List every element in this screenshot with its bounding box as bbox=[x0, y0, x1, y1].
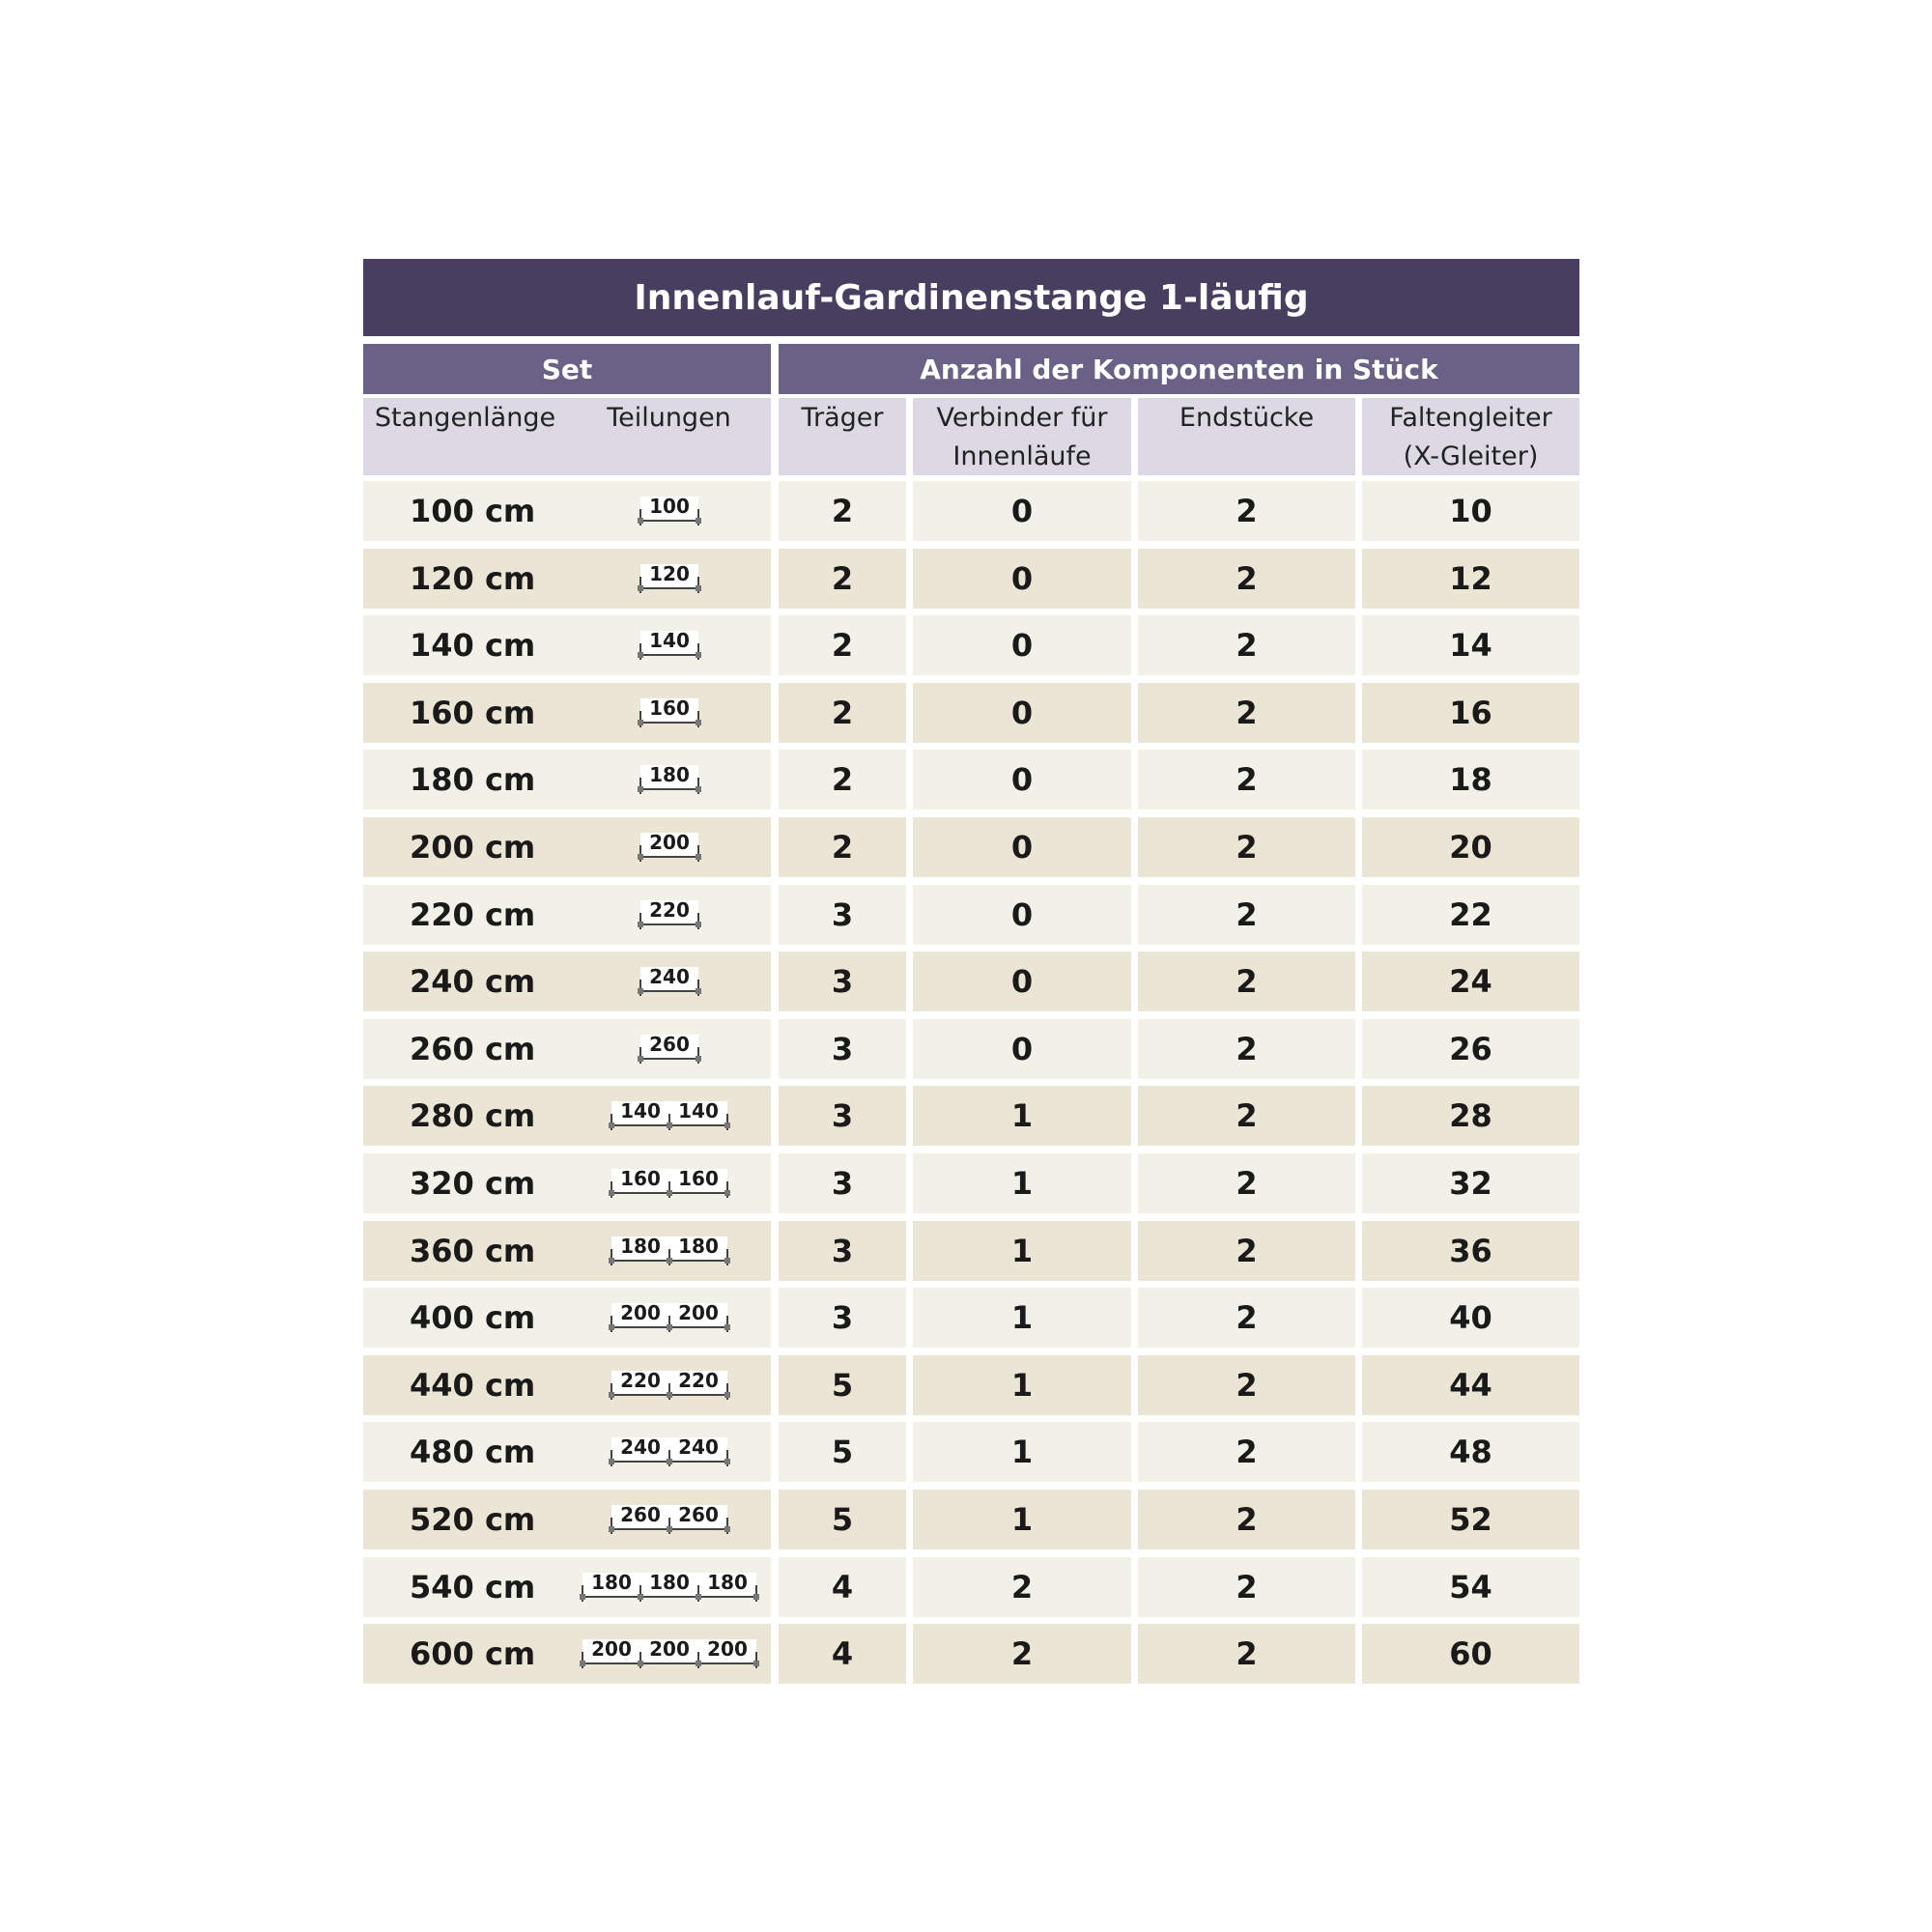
bracket-marker bbox=[667, 1190, 672, 1196]
cell-traeger: 5 bbox=[779, 1355, 906, 1415]
cell-gleiter: 12 bbox=[1362, 549, 1579, 609]
bracket-marker bbox=[667, 1526, 672, 1532]
cell-divisions bbox=[567, 1086, 771, 1146]
bracket-marker bbox=[724, 1324, 730, 1330]
cell-length: 200 cm bbox=[410, 829, 536, 866]
division-diagram-icon bbox=[637, 965, 702, 998]
cell-length: 220 cm bbox=[410, 895, 536, 933]
cell-divisions bbox=[567, 1221, 771, 1281]
division-length-label: 240 bbox=[677, 1435, 719, 1460]
cell-endstuecke: 2 bbox=[1138, 615, 1355, 675]
cell-endstuecke: 2 bbox=[1138, 817, 1355, 877]
cell-divisions bbox=[567, 1355, 771, 1415]
col-header-gleiter-line1: Faltengleiter bbox=[1389, 403, 1552, 433]
cell-gleiter: 54 bbox=[1362, 1557, 1579, 1617]
cell-divisions bbox=[567, 1422, 771, 1482]
col-header-gleiter bbox=[1362, 398, 1579, 475]
cell-divisions bbox=[567, 1624, 771, 1684]
division-length-label: 240 bbox=[648, 965, 690, 989]
cell-gleiter: 16 bbox=[1362, 683, 1579, 743]
cell-traeger: 3 bbox=[779, 885, 906, 945]
division-diagram-icon bbox=[637, 629, 702, 662]
bracket-marker bbox=[638, 854, 643, 860]
division-length-label: 180 bbox=[706, 1570, 748, 1594]
division-length-label: 120 bbox=[648, 561, 690, 585]
cell-gleiter: 36 bbox=[1362, 1221, 1579, 1281]
cell-traeger: 2 bbox=[779, 817, 906, 877]
cell-length: 360 cm bbox=[410, 1232, 536, 1269]
cell-length: 400 cm bbox=[410, 1299, 536, 1337]
col-header-endstuecke-label: Endstücke bbox=[1179, 403, 1315, 433]
cell-divisions bbox=[567, 952, 771, 1011]
cell-verbinder: 1 bbox=[913, 1086, 1131, 1146]
col-header-verbinder-line1: Verbinder für bbox=[936, 403, 1108, 433]
col-header-gleiter-line2: (X-Gleiter) bbox=[1403, 441, 1539, 471]
cell-endstuecke: 2 bbox=[1138, 1288, 1355, 1348]
bracket-marker bbox=[638, 922, 643, 927]
cell-gleiter: 60 bbox=[1362, 1624, 1579, 1684]
cell-endstuecke: 2 bbox=[1138, 1557, 1355, 1617]
division-length-label: 260 bbox=[619, 1503, 661, 1526]
cell-divisions bbox=[567, 1288, 771, 1348]
cell-gleiter: 10 bbox=[1362, 481, 1579, 541]
division-diagram-icon bbox=[637, 898, 702, 931]
bracket-marker bbox=[609, 1258, 614, 1264]
cell-length: 520 cm bbox=[410, 1501, 536, 1538]
cell-length: 320 cm bbox=[410, 1165, 536, 1202]
cell-verbinder: 0 bbox=[913, 885, 1131, 945]
division-diagram-icon bbox=[608, 1369, 731, 1402]
division-length-label: 160 bbox=[619, 1167, 661, 1190]
subheader-set bbox=[363, 398, 771, 475]
group-header-set: Set bbox=[363, 344, 771, 394]
bracket-marker bbox=[638, 585, 643, 591]
cell-traeger: 3 bbox=[779, 1153, 906, 1213]
division-diagram-icon bbox=[637, 562, 702, 595]
bracket-marker bbox=[638, 1056, 643, 1062]
division-length-label: 200 bbox=[677, 1301, 719, 1325]
cell-verbinder: 1 bbox=[913, 1422, 1131, 1482]
cell-divisions bbox=[567, 481, 771, 541]
cell-traeger: 5 bbox=[779, 1422, 906, 1482]
bracket-marker bbox=[724, 1459, 730, 1464]
bracket-marker bbox=[638, 518, 643, 524]
bracket-marker bbox=[696, 585, 701, 591]
bracket-marker bbox=[696, 1594, 701, 1600]
cell-endstuecke: 2 bbox=[1138, 1422, 1355, 1482]
division-diagram-icon bbox=[637, 495, 702, 527]
cell-divisions bbox=[567, 1490, 771, 1549]
cell-gleiter: 40 bbox=[1362, 1288, 1579, 1348]
table-title: Innenlauf-Gardinenstange 1-läufig bbox=[363, 259, 1579, 336]
bracket-marker bbox=[724, 1122, 730, 1128]
cell-endstuecke: 2 bbox=[1138, 1153, 1355, 1213]
division-diagram-icon bbox=[608, 1235, 731, 1267]
division-diagram-icon bbox=[637, 696, 702, 729]
division-length-label: 260 bbox=[677, 1503, 719, 1526]
bracket-marker bbox=[667, 1122, 672, 1128]
cell-endstuecke: 2 bbox=[1138, 683, 1355, 743]
cell-gleiter: 28 bbox=[1362, 1086, 1579, 1146]
bracket-marker bbox=[667, 1324, 672, 1330]
cell-divisions bbox=[567, 683, 771, 743]
cell-endstuecke: 2 bbox=[1138, 549, 1355, 609]
division-length-label: 180 bbox=[590, 1570, 632, 1594]
bracket-marker bbox=[638, 1594, 643, 1600]
cell-verbinder: 1 bbox=[913, 1221, 1131, 1281]
col-header-verbinder-line2: Innenläufe bbox=[952, 441, 1092, 471]
bracket-marker bbox=[580, 1661, 585, 1666]
group-header-components: Anzahl der Komponenten in Stück bbox=[779, 344, 1579, 394]
cell-divisions bbox=[567, 1153, 771, 1213]
cell-verbinder: 1 bbox=[913, 1490, 1131, 1549]
cell-endstuecke: 2 bbox=[1138, 481, 1355, 541]
cell-gleiter: 44 bbox=[1362, 1355, 1579, 1415]
cell-endstuecke: 2 bbox=[1138, 1355, 1355, 1415]
cell-endstuecke: 2 bbox=[1138, 885, 1355, 945]
cell-gleiter: 22 bbox=[1362, 885, 1579, 945]
cell-verbinder: 0 bbox=[913, 1019, 1131, 1079]
bracket-marker bbox=[609, 1324, 614, 1330]
cell-traeger: 3 bbox=[779, 1288, 906, 1348]
cell-endstuecke: 2 bbox=[1138, 952, 1355, 1011]
cell-gleiter: 26 bbox=[1362, 1019, 1579, 1079]
bracket-marker bbox=[638, 652, 643, 658]
cell-gleiter: 18 bbox=[1362, 750, 1579, 810]
division-length-label: 240 bbox=[619, 1435, 661, 1460]
division-diagram-icon bbox=[608, 1503, 731, 1536]
bracket-marker bbox=[724, 1392, 730, 1398]
col-header-divisions: Teilungen bbox=[607, 403, 731, 433]
bracket-marker bbox=[696, 988, 701, 994]
bracket-marker bbox=[696, 518, 701, 524]
division-length-label: 140 bbox=[619, 1099, 661, 1123]
division-diagram-icon bbox=[637, 763, 702, 796]
cell-endstuecke: 2 bbox=[1138, 1490, 1355, 1549]
cell-length: 240 cm bbox=[410, 963, 536, 1001]
cell-verbinder: 1 bbox=[913, 1288, 1131, 1348]
cell-divisions bbox=[567, 885, 771, 945]
division-length-label: 200 bbox=[706, 1637, 748, 1662]
cell-endstuecke: 2 bbox=[1138, 1019, 1355, 1079]
cell-traeger: 2 bbox=[779, 683, 906, 743]
division-diagram-icon bbox=[579, 1571, 760, 1604]
cell-verbinder: 1 bbox=[913, 1355, 1131, 1415]
cell-divisions bbox=[567, 817, 771, 877]
bracket-marker bbox=[724, 1526, 730, 1532]
division-length-label: 220 bbox=[648, 897, 690, 922]
cell-length: 600 cm bbox=[410, 1635, 536, 1673]
cell-divisions bbox=[567, 750, 771, 810]
bracket-marker bbox=[667, 1459, 672, 1464]
division-length-label: 100 bbox=[648, 495, 690, 518]
cell-length: 140 cm bbox=[410, 627, 536, 665]
bracket-marker bbox=[638, 988, 643, 994]
cell-length: 260 cm bbox=[410, 1030, 536, 1067]
bracket-marker bbox=[609, 1122, 614, 1128]
cell-divisions bbox=[567, 615, 771, 675]
cell-verbinder: 2 bbox=[913, 1557, 1131, 1617]
bracket-marker bbox=[696, 786, 701, 792]
cell-verbinder: 0 bbox=[913, 683, 1131, 743]
division-length-label: 180 bbox=[677, 1234, 719, 1258]
cell-gleiter: 48 bbox=[1362, 1422, 1579, 1482]
division-length-label: 200 bbox=[619, 1301, 661, 1325]
cell-length: 100 cm bbox=[410, 493, 536, 529]
bracket-marker bbox=[667, 1258, 672, 1264]
bracket-marker bbox=[724, 1190, 730, 1196]
division-length-label: 260 bbox=[648, 1032, 690, 1056]
col-header-verbinder bbox=[913, 398, 1131, 475]
cell-traeger: 2 bbox=[779, 750, 906, 810]
col-header-length: Stangenlänge bbox=[374, 403, 556, 433]
cell-divisions bbox=[567, 1019, 771, 1079]
bracket-marker bbox=[580, 1594, 585, 1600]
cell-verbinder: 0 bbox=[913, 481, 1131, 541]
col-header-endstuecke bbox=[1138, 398, 1355, 475]
cell-verbinder: 0 bbox=[913, 615, 1131, 675]
cell-endstuecke: 2 bbox=[1138, 1086, 1355, 1146]
cell-divisions bbox=[567, 549, 771, 609]
cell-verbinder: 0 bbox=[913, 750, 1131, 810]
cell-traeger: 2 bbox=[779, 615, 906, 675]
cell-endstuecke: 2 bbox=[1138, 1221, 1355, 1281]
cell-traeger: 4 bbox=[779, 1624, 906, 1684]
division-length-label: 160 bbox=[648, 696, 690, 720]
bracket-marker bbox=[609, 1392, 614, 1398]
cell-endstuecke: 2 bbox=[1138, 1624, 1355, 1684]
bracket-marker bbox=[724, 1258, 730, 1264]
division-length-label: 140 bbox=[677, 1099, 719, 1123]
division-length-label: 200 bbox=[648, 1637, 690, 1662]
division-length-label: 200 bbox=[590, 1637, 632, 1662]
division-diagram-icon bbox=[579, 1637, 760, 1670]
bracket-marker bbox=[696, 854, 701, 860]
division-length-label: 180 bbox=[648, 1570, 690, 1594]
cell-length: 440 cm bbox=[410, 1366, 536, 1404]
division-diagram-icon bbox=[637, 1033, 702, 1065]
cell-traeger: 3 bbox=[779, 952, 906, 1011]
cell-traeger: 3 bbox=[779, 1221, 906, 1281]
cell-traeger: 5 bbox=[779, 1490, 906, 1549]
bracket-marker bbox=[609, 1459, 614, 1464]
bracket-marker bbox=[696, 652, 701, 658]
bracket-marker bbox=[753, 1661, 759, 1666]
cell-length: 480 cm bbox=[410, 1434, 536, 1471]
division-diagram-icon bbox=[608, 1301, 731, 1334]
bracket-marker bbox=[638, 720, 643, 725]
division-length-label: 200 bbox=[648, 831, 690, 854]
cell-gleiter: 52 bbox=[1362, 1490, 1579, 1549]
division-length-label: 180 bbox=[619, 1234, 661, 1258]
bracket-marker bbox=[696, 1661, 701, 1666]
cell-verbinder: 0 bbox=[913, 817, 1131, 877]
cell-gleiter: 32 bbox=[1362, 1153, 1579, 1213]
cell-verbinder: 0 bbox=[913, 952, 1131, 1011]
cell-length: 160 cm bbox=[410, 694, 536, 731]
division-length-label: 140 bbox=[648, 629, 690, 653]
cell-length: 180 cm bbox=[410, 761, 536, 799]
cell-traeger: 3 bbox=[779, 1086, 906, 1146]
division-length-label: 220 bbox=[677, 1368, 719, 1392]
cell-traeger: 3 bbox=[779, 1019, 906, 1079]
cell-divisions bbox=[567, 1557, 771, 1617]
col-header-traeger bbox=[779, 398, 906, 475]
bracket-marker bbox=[696, 720, 701, 725]
cell-verbinder: 2 bbox=[913, 1624, 1131, 1684]
cell-traeger: 2 bbox=[779, 481, 906, 541]
bracket-marker bbox=[638, 1661, 643, 1666]
bracket-marker bbox=[667, 1392, 672, 1398]
division-diagram-icon bbox=[608, 1167, 731, 1200]
division-diagram-icon bbox=[608, 1435, 731, 1468]
cell-verbinder: 1 bbox=[913, 1153, 1131, 1213]
bracket-marker bbox=[696, 922, 701, 927]
bracket-marker bbox=[609, 1526, 614, 1532]
division-length-label: 220 bbox=[619, 1368, 661, 1392]
cell-length: 540 cm bbox=[410, 1568, 536, 1605]
cell-gleiter: 20 bbox=[1362, 817, 1579, 877]
cell-traeger: 4 bbox=[779, 1557, 906, 1617]
bracket-marker bbox=[753, 1594, 759, 1600]
bracket-marker bbox=[638, 786, 643, 792]
cell-verbinder: 0 bbox=[913, 549, 1131, 609]
cell-gleiter: 14 bbox=[1362, 615, 1579, 675]
division-length-label: 180 bbox=[648, 763, 690, 787]
cell-length: 120 cm bbox=[410, 559, 536, 597]
col-header-traeger-label: Träger bbox=[801, 403, 884, 433]
bracket-marker bbox=[696, 1056, 701, 1062]
division-length-label: 160 bbox=[677, 1167, 719, 1190]
cell-traeger: 2 bbox=[779, 549, 906, 609]
cell-length: 280 cm bbox=[410, 1097, 536, 1135]
bracket-marker bbox=[609, 1190, 614, 1196]
cell-endstuecke: 2 bbox=[1138, 750, 1355, 810]
division-diagram-icon bbox=[637, 831, 702, 864]
cell-gleiter: 24 bbox=[1362, 952, 1579, 1011]
division-diagram-icon bbox=[608, 1099, 731, 1132]
